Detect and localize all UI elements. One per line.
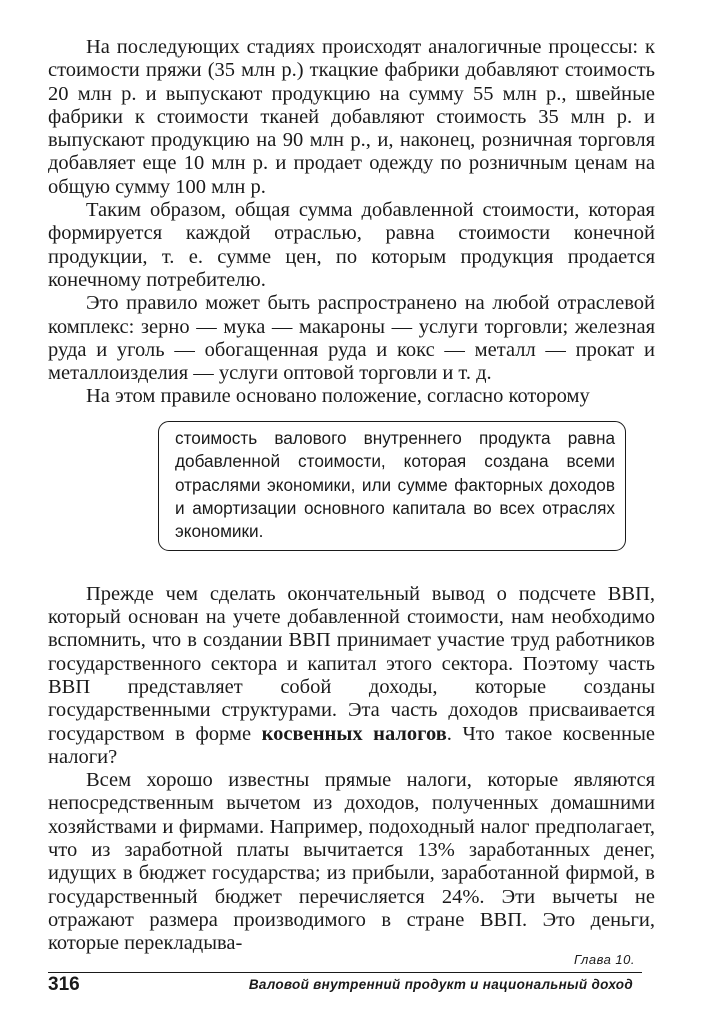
page-number: 316 bbox=[48, 974, 80, 995]
chapter-label: Глава 10. bbox=[574, 952, 635, 967]
paragraph-stages: На последующих стадиях происходят аналогичные процессы: к стоимости пряжи (35 млн р.) ткацкие фабрики добавляют стоимость 20 млн р. и выпускают продукцию на сумму 55 млн р., швейные фабрики к стоимости тканей добавляют стоимость 35 млн р. и выпускают продукцию на 90 млн р., и, наконец, розничная торговля добавляет еще 10 млн р. и продает одежду по розничным ценам на общую сумму 100 млн р. bbox=[48, 36, 655, 198]
definition-box bbox=[158, 421, 626, 551]
paragraph-industry-complex: Это правило может быть распространено на любой отраслевой комплекс: зерно — мука — макароны — услуги торговли; железная руда и уголь — обогащенная руда и кокс — металл — прокат и металлоизделия — услуги оптовой торговли и т. д. bbox=[48, 292, 655, 385]
body-text-bottom bbox=[48, 583, 655, 956]
paragraph-gdp-government-end: . Что такое косвенные налоги? bbox=[48, 722, 655, 768]
paragraph-value-added-sum: Таким образом, общая сумма добавленной стоимости, которая формируется каждой отраслью, равна стоимости конечной продукции, т. е. сумме цен, по которым продукция продается конечному потребителю. bbox=[48, 199, 655, 291]
page-content bbox=[48, 36, 655, 956]
term-indirect-taxes: косвенных налогов bbox=[261, 722, 447, 745]
paragraph-direct-taxes: Всем хорошо известны прямые налоги, которые являются непосредственным вычетом из доходов, полученных домашними хозяйствами и фирмами. Например, подоходный налог предполагает, что из заработной платы вычитается 13% заработанных денег, идущих в бюджет государства; из прибыли, заработанной фирмой, в государственный бюджет перечисляется 24%. Эти вычеты не отражают размера производимого в стране ВВП. Это деньги, которые перекладыва- bbox=[48, 769, 655, 955]
footer-divider bbox=[48, 972, 642, 973]
definition-text: стоимость валового внутреннего продукта равна добавленной стоимости, которая создана всеми отраслями экономики, или сумме факторных доходов и амортизации основного капитала во всех отраслях экономики. bbox=[175, 427, 615, 542]
paragraph-gdp-government-start: Прежде чем сделать окончательный вывод о подсчете ВВП, который основан на учете добавленной стоимости, нам необходимо вспомнить, что в создании ВВП принимает участие труд работников государственного сектора и капитал этого сектора. Поэтому часть ВВП представляет собой доходы, которые созданы государственными структурами. Эта часть доходов присваивается государством в форме bbox=[48, 582, 655, 745]
running-title: Валовой внутренний продукт и национальный доход bbox=[248, 977, 633, 992]
body-text-top bbox=[48, 36, 655, 409]
paragraph-gdp-government bbox=[48, 583, 655, 769]
paragraph-rule-intro: На этом правиле основано положение, согласно которому bbox=[86, 385, 590, 408]
